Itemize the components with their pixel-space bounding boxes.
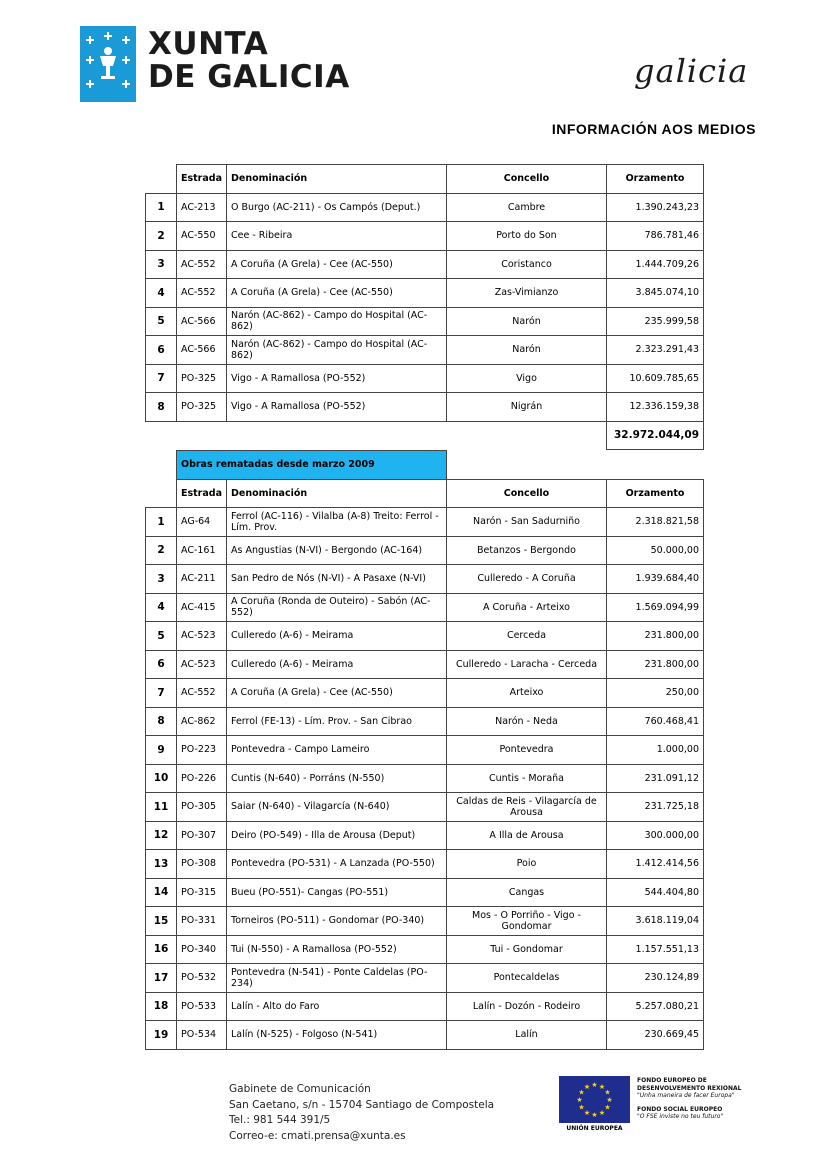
budget: 2.323.291,43 [607,336,704,365]
municipality: Betanzos - Bergondo [447,536,607,565]
row-number: 18 [146,992,177,1021]
road-code: AC-550 [177,222,227,251]
road-denomination: Deiro (PO-549) - Illa de Arousa (Deput) [227,821,447,850]
budget: 12.336.159,38 [607,393,704,422]
municipality: Cerceda [447,622,607,651]
row-number: 1 [146,508,177,537]
municipality: A Coruña - Arteixo [447,593,607,622]
road-denomination: Narón (AC-862) - Campo do Hospital (AC-862) [227,307,447,336]
row-number: 10 [146,764,177,793]
budget: 1.569.094,99 [607,593,704,622]
feder-motto: "Unha maneira de facer Europa" [637,1092,735,1099]
eu-star-icon: ★ [604,1088,611,1097]
row-number: 19 [146,1021,177,1050]
footer-office-name: Gabinete de Comunicación [229,1083,371,1095]
road-code: PO-331 [177,907,227,936]
road-denomination: As Angustias (N-VI) - Bergondo (AC-164) [227,536,447,565]
road-denomination: Lalín (N-525) - Folgoso (N-541) [227,1021,447,1050]
road-denomination: Cee - Ribeira [227,222,447,251]
budget: 1.390.243,23 [607,193,704,222]
road-code: AC-523 [177,650,227,679]
road-code: PO-340 [177,935,227,964]
galicia-brand-logo: galicia [634,52,749,90]
eu-funds-text [637,1077,741,1121]
row-number: 11 [146,793,177,822]
xunta-wordmark-line2: DE GALICIA [148,59,350,95]
municipality: Nigrán [447,393,607,422]
municipality: Arteixo [447,679,607,708]
table-row [146,508,704,537]
budget: 3.618.119,04 [607,907,704,936]
row-number: 15 [146,907,177,936]
eu-star-icon: ★ [578,1088,585,1097]
table-row [146,736,704,765]
row-number: 5 [146,622,177,651]
road-code: AG-64 [177,508,227,537]
road-denomination: Pontevedra - Campo Lameiro [227,736,447,765]
municipality: Narón - Neda [447,707,607,736]
header-estrada: Estrada [177,479,227,508]
road-code: AC-566 [177,307,227,336]
header-orzamento: Orzamento [607,165,704,194]
footer-address: San Caetano, s/n - 15704 Santiago de Compostela [229,1098,495,1111]
eu-star-icon: ★ [598,1109,606,1117]
road-code: AC-211 [177,565,227,594]
table-row [146,279,704,308]
road-denomination: Torneiros (PO-511) - Gondomar (PO-340) [227,907,447,936]
header-estrada: Estrada [177,165,227,194]
road-code: PO-305 [177,793,227,822]
municipality: Pontecaldelas [447,964,607,993]
row-number: 6 [146,336,177,365]
table-row [146,393,704,422]
road-code: PO-325 [177,364,227,393]
road-denomination: Ferrol (AC-116) - Vilalba (A-8) Treito: Ferrol - Lím. Prov. [227,508,447,537]
road-denomination: O Burgo (AC-211) - Os Campós (Deput.) [227,193,447,222]
table-row [146,992,704,1021]
municipality: Culleredo - Laracha - Cerceda [447,650,607,679]
table-row [146,222,704,251]
works-table-in-progress [145,164,704,450]
road-denomination: Vigo - A Ramallosa (PO-552) [227,364,447,393]
total-row [146,421,704,450]
municipality: Culleredo - A Coruña [447,565,607,594]
row-number: 5 [146,307,177,336]
table-row [146,250,704,279]
road-denomination: A Coruña (A Grela) - Cee (AC-550) [227,679,447,708]
table-row [146,850,704,879]
section-title: Obras rematadas desde marzo 2009 [177,451,447,480]
works-table-completed [145,450,704,1050]
eu-star-icon: ★ [583,1109,591,1117]
road-denomination: Vigo - A Ramallosa (PO-552) [227,393,447,422]
row-number: 8 [146,393,177,422]
municipality: Lalín [447,1021,607,1050]
road-denomination: Tui (N-550) - A Ramallosa (PO-552) [227,935,447,964]
feder-title-2: DESENVOLVEMENTO REXIONAL [637,1084,742,1092]
road-code: AC-552 [177,250,227,279]
eu-star-icon: ★ [591,1111,598,1119]
row-number: 8 [146,707,177,736]
eu-flag-icon [559,1076,630,1123]
road-denomination: Bueu (PO-551)- Cangas (PO-551) [227,878,447,907]
footer-phone: Tel.: 981 544 391/5 [229,1114,331,1126]
budget: 231.800,00 [607,622,704,651]
road-denomination: Pontevedra (PO-531) - A Lanzada (PO-550) [227,850,447,879]
table-row [146,650,704,679]
municipality: Pontevedra [447,736,607,765]
budget: 5.257.080,21 [607,992,704,1021]
municipality: Tui - Gondomar [447,935,607,964]
road-code: PO-325 [177,393,227,422]
xunta-coat-of-arms-logo [80,26,136,102]
eu-star-icon: ★ [578,1103,585,1112]
road-code: PO-534 [177,1021,227,1050]
table-row [146,307,704,336]
row-number: 13 [146,850,177,879]
road-denomination: Narón (AC-862) - Campo do Hospital (AC-862) [227,336,447,365]
table-row [146,964,704,993]
budget: 2.318.821,58 [607,508,704,537]
row-number: 16 [146,935,177,964]
budget: 250,00 [607,679,704,708]
fse-title: FONDO SOCIAL EUROPEO [637,1105,723,1113]
municipality: Vigo [447,364,607,393]
header-denominacion: Denominación [227,479,447,508]
road-denomination: Saiar (N-640) - Vilagarcía (N-640) [227,793,447,822]
road-denomination: San Pedro de Nós (N-VI) - A Pasaxe (N-VI) [227,565,447,594]
section-title-row [146,451,704,480]
table-header-row [146,165,704,194]
municipality: Poio [447,850,607,879]
press-office-contact [229,1082,494,1144]
header-concello: Concello [447,165,607,194]
road-code: PO-533 [177,992,227,1021]
road-code: AC-552 [177,679,227,708]
budget: 544.404,80 [607,878,704,907]
road-code: PO-226 [177,764,227,793]
budget: 1.412.414,56 [607,850,704,879]
eu-star-icon: ★ [576,1096,583,1104]
header-orzamento: Orzamento [607,479,704,508]
municipality: Narón - San Sadurniño [447,508,607,537]
feder-title-1: FONDO EUROPEO DE [637,1077,707,1084]
eu-star-icon: ★ [606,1096,613,1104]
row-number: 3 [146,250,177,279]
budget: 231.091,12 [607,764,704,793]
row-number: 1 [146,193,177,222]
municipality: Narón [447,336,607,365]
road-code: AC-566 [177,336,227,365]
table-header-row [146,479,704,508]
municipality: Caldas de Reis - Vilagarcía de Arousa [447,793,607,822]
row-number: 9 [146,736,177,765]
table-row [146,565,704,594]
road-denomination: Culleredo (A-6) - Meirama [227,622,447,651]
budget: 235.999,58 [607,307,704,336]
xunta-wordmark-line1: XUNTA [148,26,269,62]
road-code: AC-213 [177,193,227,222]
row-number: 14 [146,878,177,907]
eu-star-icon: ★ [583,1083,591,1091]
road-code: PO-223 [177,736,227,765]
eu-star-icon: ★ [598,1083,606,1091]
budget: 50.000,00 [607,536,704,565]
row-number: 6 [146,650,177,679]
budget: 1.157.551,13 [607,935,704,964]
eu-caption: UNIÓN EUROPEA [566,1125,623,1132]
table-row [146,193,704,222]
row-number: 4 [146,593,177,622]
table-row [146,593,704,622]
budget: 786.781,46 [607,222,704,251]
table-row [146,764,704,793]
budget: 10.609.785,65 [607,364,704,393]
road-code: AC-862 [177,707,227,736]
header-denominacion: Denominación [227,165,447,194]
footer-email: Correo-e: cmati.prensa@xunta.es [229,1129,406,1142]
road-code: AC-523 [177,622,227,651]
budget: 1.444.709,26 [607,250,704,279]
municipality: A Illa de Arousa [447,821,607,850]
row-number: 2 [146,536,177,565]
budget: 760.468,41 [607,707,704,736]
municipality: Cangas [447,878,607,907]
table-row [146,622,704,651]
table-row [146,821,704,850]
budget: 230.124,89 [607,964,704,993]
table-row [146,336,704,365]
budget: 3.845.074,10 [607,279,704,308]
row-number: 3 [146,565,177,594]
road-denomination: Ferrol (FE-13) - Lím. Prov. - San Cibrao [227,707,447,736]
row-number: 4 [146,279,177,308]
municipality: Coristanco [447,250,607,279]
table-row [146,1021,704,1050]
xunta-wordmark [148,28,350,94]
document-heading: INFORMACIÓN AOS MEDIOS [551,121,756,137]
municipality: Lalín - Dozón - Rodeiro [447,992,607,1021]
municipality: Porto do Son [447,222,607,251]
table-row [146,364,704,393]
table-row [146,907,704,936]
eu-star-icon: ★ [591,1081,598,1089]
municipality: Cuntis - Moraña [447,764,607,793]
budget: 231.725,18 [607,793,704,822]
road-code: AC-415 [177,593,227,622]
row-number: 7 [146,364,177,393]
road-code: PO-315 [177,878,227,907]
road-denomination: A Coruña (Ronda de Outeiro) - Sabón (AC-552) [227,593,447,622]
row-number: 17 [146,964,177,993]
table-row [146,679,704,708]
budget: 230.669,45 [607,1021,704,1050]
row-number: 7 [146,679,177,708]
road-denomination: Culleredo (A-6) - Meirama [227,650,447,679]
road-denomination: Cuntis (N-640) - Porráns (N-550) [227,764,447,793]
row-number: 12 [146,821,177,850]
municipality: Cambre [447,193,607,222]
budget: 1.939.684,40 [607,565,704,594]
road-denomination: Pontevedra (N-541) - Ponte Caldelas (PO-234) [227,964,447,993]
table-row [146,536,704,565]
road-denomination: Lalín - Alto do Faro [227,992,447,1021]
header-concello: Concello [447,479,607,508]
budget: 231.800,00 [607,650,704,679]
road-code: PO-307 [177,821,227,850]
road-denomination: A Coruña (A Grela) - Cee (AC-550) [227,250,447,279]
budget-total: 32.972.044,09 [607,421,704,450]
budget: 1.000,00 [607,736,704,765]
row-number: 2 [146,222,177,251]
municipality: Narón [447,307,607,336]
road-code: AC-161 [177,536,227,565]
table-row [146,707,704,736]
fse-motto: "O FSE inviste no teu futuro" [637,1113,724,1120]
table-row [146,878,704,907]
road-code: AC-552 [177,279,227,308]
municipality: Zas-Vimianzo [447,279,607,308]
road-code: PO-308 [177,850,227,879]
eu-star-icon: ★ [604,1103,611,1112]
municipality: Mos - O Porriño - Vigo - Gondomar [447,907,607,936]
table-row [146,793,704,822]
road-denomination: A Coruña (A Grela) - Cee (AC-550) [227,279,447,308]
table-row [146,935,704,964]
road-code: PO-532 [177,964,227,993]
budget: 300.000,00 [607,821,704,850]
